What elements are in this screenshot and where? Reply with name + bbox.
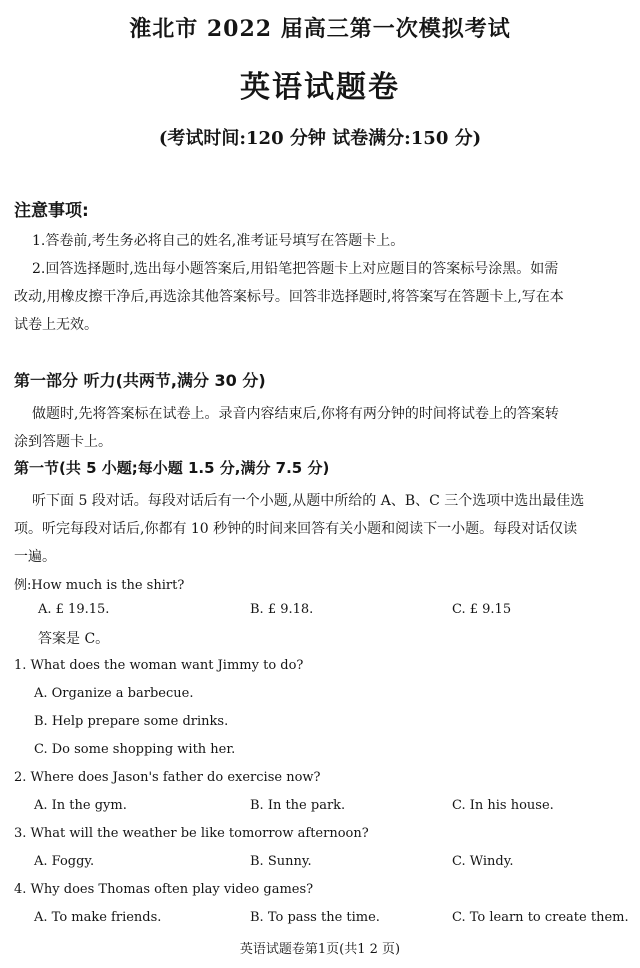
section1-heading: 第一节(共 5 小题;每小题 1.5 分,满分 7.5 分) xyxy=(14,459,330,477)
question-2-option-c: C. In his house. xyxy=(452,798,554,813)
question-4: 4. Why does Thomas often play video games? xyxy=(14,882,314,897)
section1-instruction: 听下面 5 段对话。每段对话后有一个小题,从题中所给的 A、B、C 三个选项中选出最佳选 xyxy=(32,493,585,509)
exam-title: 淮北市 2022 届高三第一次模拟考试 xyxy=(129,16,511,42)
example-option-c: C. £ 9.15 xyxy=(452,602,512,617)
notice-line: 改动,用橡皮擦干净后,再选涂其他答案标号。回答非选择题时,将答案写在答题卡上,写在本 xyxy=(14,289,564,305)
question-4-option-c: C. To learn to create them. xyxy=(452,910,629,925)
question-4-option-b: B. To pass the time. xyxy=(250,910,380,925)
example-question: 例:How much is the shirt? xyxy=(14,578,185,593)
question-1-option-c: C. Do some shopping with her. xyxy=(34,742,236,757)
exam-info: (考试时间:120 分钟 试卷满分:150 分) xyxy=(158,128,482,149)
question-4-option-a: A. To make friends. xyxy=(34,910,162,925)
question-3-option-a: A. Foggy. xyxy=(34,854,95,869)
section1-instruction: 一遍。 xyxy=(14,549,56,565)
notice-heading: 注意事项: xyxy=(14,201,89,221)
part1-instruction: 做题时,先将答案标在试卷上。录音内容结束后,你将有两分钟的时间将试卷上的答案转 xyxy=(32,406,559,422)
paper-title: 英语试题卷 xyxy=(240,70,400,105)
notice-line: 试卷上无效。 xyxy=(14,317,98,333)
question-2: 2. Where does Jason's father do exercise now? xyxy=(14,770,321,785)
question-3-option-c: C. Windy. xyxy=(452,854,514,869)
question-3: 3. What will the weather be like tomorrow afternoon? xyxy=(14,826,369,841)
example-option-b: B. £ 9.18. xyxy=(250,602,314,617)
example-answer: 答案是 C。 xyxy=(38,631,110,647)
question-3-option-b: B. Sunny. xyxy=(250,854,312,869)
question-1-option-a: A. Organize a barbecue. xyxy=(34,686,194,701)
example-option-a: A. £ 19.15. xyxy=(38,602,110,617)
notice-line: 1.答卷前,考生务必将自己的姓名,准考证号填写在答题卡上。 xyxy=(32,233,405,249)
question-1-option-b: B. Help prepare some drinks. xyxy=(34,714,229,729)
question-2-option-b: B. In the park. xyxy=(250,798,346,813)
part1-instruction: 涂到答题卡上。 xyxy=(14,434,112,450)
page-footer: 英语试题卷第1页(共1 2 页) xyxy=(239,942,401,957)
question-1: 1. What does the woman want Jimmy to do? xyxy=(14,658,304,673)
part1-heading: 第一部分 听力(共两节,满分 30 分) xyxy=(14,371,266,390)
question-2-option-a: A. In the gym. xyxy=(34,798,127,813)
section1-instruction: 项。听完每段对话后,你都有 10 秒钟的时间来回答有关小题和阅读下一小题。每段对话仅读 xyxy=(14,521,578,537)
notice-line: 2.回答选择题时,选出每小题答案后,用铅笔把答题卡上对应题目的答案标号涂黑。如需 xyxy=(32,261,559,277)
